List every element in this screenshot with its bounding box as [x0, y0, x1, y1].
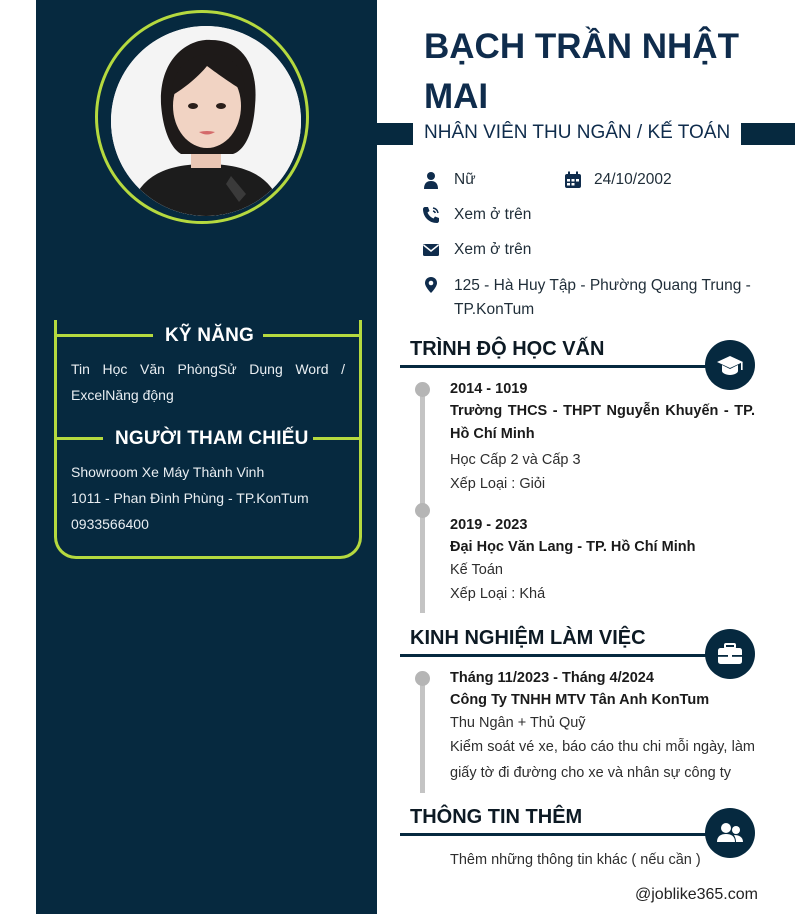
timeline-dot [415, 503, 430, 518]
reference-line: 1011 - Phan Đình Phùng - TP.KonTum [71, 490, 309, 506]
experience-date: Tháng 11/2023 - Tháng 4/2024 [450, 670, 654, 686]
extra-text: Thêm những thông tin khác ( nếu cần ) [450, 852, 701, 868]
timeline-dot [415, 382, 430, 397]
education-detail: Học Cấp 2 và Cấp 3 [450, 452, 581, 468]
experience-description: Kiểm soát vé xe, báo cáo thu chi mỗi ngày, làm giấy tờ đi đường cho xe và nhân sự công ty [450, 739, 755, 781]
reference-line: Showroom Xe Máy Thành Vinh [71, 464, 265, 480]
education-item [450, 381, 755, 492]
profile-photo [111, 26, 301, 216]
education-grade: Xếp Loại : Giỏi [450, 476, 546, 492]
education-title: TRÌNH ĐỘ HỌC VẤN [410, 338, 605, 360]
email-value: Xem ở trên [454, 241, 532, 258]
location-icon [422, 276, 440, 294]
reference-title: NGƯỜI THAM CHIẾU [115, 428, 309, 449]
experience-title: KINH NGHIỆM LÀM VIỆC [410, 627, 646, 649]
reference-list [71, 459, 351, 537]
calendar-icon [564, 171, 582, 189]
skills-title: KỸ NĂNG [165, 325, 255, 346]
box-right-tick [359, 320, 362, 336]
skills-line-right [263, 334, 359, 337]
users-icon [705, 808, 755, 858]
reference-line: 0933566400 [71, 516, 149, 532]
experience-company: Công Ty TNHH MTV Tân Anh KonTum [450, 692, 710, 708]
education-timeline [420, 383, 425, 613]
candidate-name: BẠCH TRẦN NHẬT MAI [424, 27, 739, 116]
skills-text: Tin Học Văn PhòngSử Dụng Word / ExcelNăng động [71, 361, 345, 403]
address-value: 125 - Hà Huy Tập - Phường Quang Trung - TP.KonTum [454, 277, 751, 318]
education-date: 2019 - 2023 [450, 517, 528, 533]
gender-value: Nữ [454, 171, 476, 188]
watermark: @joblike365.com [635, 886, 758, 903]
extra-badge [705, 808, 755, 858]
education-detail: Kế Toán [450, 562, 503, 578]
education-grade: Xếp Loại : Khá [450, 586, 546, 602]
person-icon [422, 171, 440, 189]
mail-icon [422, 241, 440, 259]
timeline-dot [415, 671, 430, 686]
profile-photo-illustration [111, 26, 301, 216]
reference-line-left [57, 437, 103, 440]
job-bar-right [741, 123, 795, 145]
job-bar-left [377, 123, 413, 145]
extra-title: THÔNG TIN THÊM [410, 806, 583, 828]
phone-value: Xem ở trên [454, 206, 532, 223]
experience-role: Thu Ngân + Thủ Quỹ [450, 715, 586, 731]
education-item [450, 517, 755, 602]
education-date: 2014 - 1019 [450, 381, 528, 397]
phone-icon [422, 206, 440, 224]
reference-line-right [313, 437, 359, 440]
extra-underline [400, 833, 710, 836]
experience-item [450, 670, 755, 786]
education-underline [400, 365, 710, 368]
skills-line-left [57, 334, 153, 337]
education-school: Trường THCS - THPT Nguyễn Khuyến - TP. Hồ Chí Minh [450, 403, 755, 442]
job-title: NHÂN VIÊN THU NGÂN / KẾ TOÁN [424, 122, 731, 143]
experience-timeline [420, 673, 425, 793]
education-school: Đại Học Văn Lang - TP. Hồ Chí Minh [450, 539, 696, 555]
birthday-value: 24/10/2002 [594, 171, 672, 188]
experience-underline [400, 654, 710, 657]
